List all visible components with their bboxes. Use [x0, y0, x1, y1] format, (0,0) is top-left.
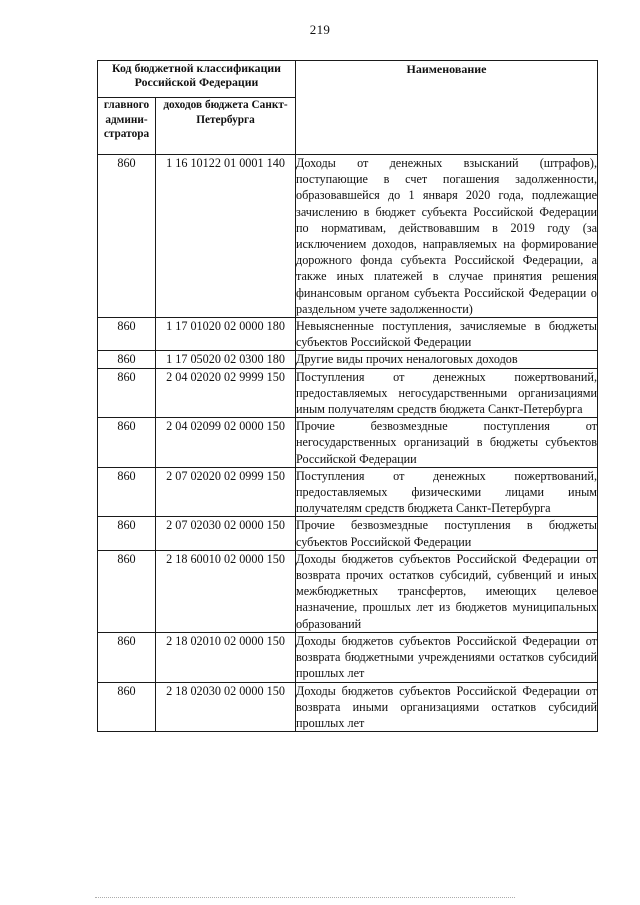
table-row: [98, 682, 598, 732]
income-name-cell: Невыясненные поступления, зачисляемые в бюджеты субъектов Российской Федерации: [296, 319, 597, 350]
page-number: 219: [309, 22, 331, 37]
income-code-cell: 2 18 02010 02 0000 150: [156, 632, 296, 682]
header-chief-administrator: главного админи-стратора: [98, 98, 156, 155]
admin-code-cell: 860: [98, 368, 156, 418]
table-row: [98, 351, 598, 368]
header-name: Наименование: [296, 61, 598, 155]
header-budget-income: доходов бюджета Санкт-Петербурга: [156, 98, 296, 155]
income-name-cell: Прочие безвозмездные поступления в бюджеты субъектов Российской Федерации: [296, 518, 597, 549]
admin-code-cell: 860: [98, 155, 156, 318]
income-name-cell: Доходы от денежных взысканий (штрафов), поступающие в счет погашения задолженности, образовавшейся до 1 января 2020 года, подлежащие зачислению в бюджет субъекта Российской Федерации по нормативам, действовавшим в 2019 году (за исключением доходов, направляемых на формирование дорожного фонда субъекта Российской Федерации, а также иных платежей в случае принятия решения финансовым органом субъекта Российской Федерации о раздельном учете задолженности): [296, 156, 597, 316]
table-row: [98, 155, 598, 318]
table-row: [98, 418, 598, 468]
income-code-cell: 2 18 02030 02 0000 150: [156, 682, 296, 732]
income-code-cell: 2 07 02030 02 0000 150: [156, 517, 296, 550]
admin-code-cell: 860: [98, 318, 156, 351]
income-code-cell: 1 17 05020 02 0300 180: [156, 351, 296, 368]
table-row: [98, 467, 598, 517]
admin-code-cell: 860: [98, 517, 156, 550]
income-name-cell: Доходы бюджетов субъектов Российской Федерации от возврата прочих остатков субсидий, субвенций и иных межбюджетных трансфертов, имеющих целевое назначение, прошлых лет из бюджетов муниципальных образований: [296, 551, 597, 631]
income-code-cell: 2 18 60010 02 0000 150: [156, 550, 296, 632]
budget-classification-table: [97, 60, 598, 732]
table-row: [98, 318, 598, 351]
income-code-cell: 1 17 01020 02 0000 180: [156, 318, 296, 351]
income-name-cell: Поступления от денежных пожертвований, предоставляемых негосударственными организациями иным получателям средств бюджета Санкт-Петербурга: [296, 369, 597, 417]
header-classification-code: Код бюджетной классификации Российской Федерации: [98, 61, 296, 98]
table-row: [98, 632, 598, 682]
admin-code-cell: 860: [98, 682, 156, 732]
admin-code-cell: 860: [98, 550, 156, 632]
income-name-cell: Доходы бюджетов субъектов Российской Федерации от возврата иными организациями остатков субсидий прошлых лет: [296, 683, 597, 730]
admin-code-cell: 860: [98, 632, 156, 682]
income-code-cell: 1 16 10122 01 0001 140: [156, 155, 296, 318]
table-row: [98, 368, 598, 418]
table-header-row: [98, 61, 598, 98]
scan-footer-artifact: [95, 897, 515, 901]
income-code-cell: 2 04 02099 02 0000 150: [156, 418, 296, 468]
income-name-cell: Другие виды прочих неналоговых доходов: [296, 351, 598, 368]
table-row: [98, 550, 598, 632]
income-name-cell: Поступления от денежных пожертвований, предоставляемых физическими лицами иным получателям средств бюджета Санкт-Петербурга: [296, 468, 597, 516]
admin-code-cell: 860: [98, 467, 156, 517]
income-code-cell: 2 04 02020 02 9999 150: [156, 368, 296, 418]
income-name-cell: Прочие безвозмездные поступления от негосударственных организаций в бюджеты субъектов Российской Федерации: [296, 419, 597, 466]
admin-code-cell: 860: [98, 418, 156, 468]
admin-code-cell: 860: [98, 351, 156, 368]
table-row: [98, 517, 598, 550]
income-name-cell: Доходы бюджетов субъектов Российской Федерации от возврата бюджетными учреждениями остатков субсидий прошлых лет: [296, 633, 597, 681]
income-code-cell: 2 07 02020 02 0999 150: [156, 467, 296, 517]
